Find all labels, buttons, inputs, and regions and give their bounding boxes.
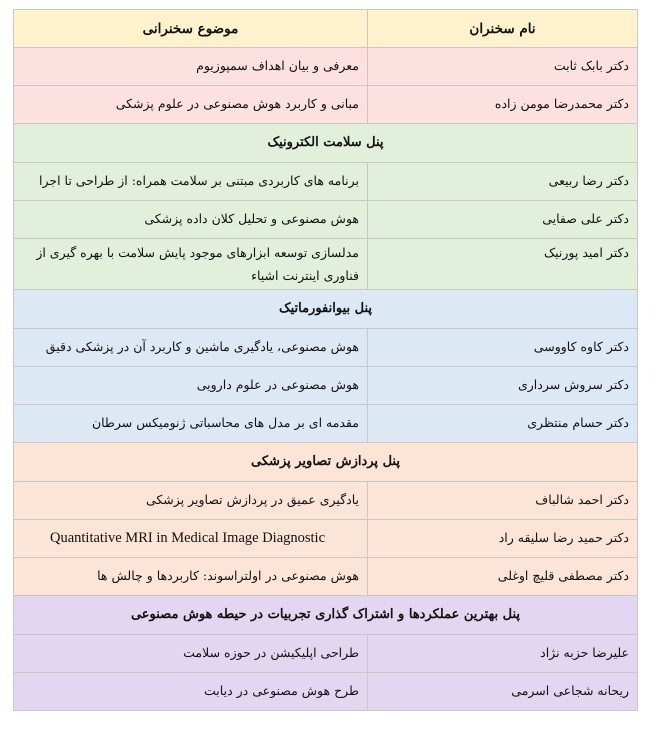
table-row <box>14 48 638 86</box>
panel-title-best-practices: پنل بهترین عملکردها و اشتراک گذاری تجربیات در حیطه هوش مصنوعی <box>14 596 638 635</box>
topic-cell: طرح هوش مصنوعی در دیابت <box>14 673 368 711</box>
panel-title-row <box>14 596 638 635</box>
speaker-cell: دکتر کاوه کاووسی <box>368 329 638 367</box>
topic-cell: هوش مصنوعی، یادگیری ماشین و کاربرد آن در پزشکی دقیق <box>14 329 368 367</box>
topic-cell: معرفی و بیان اهداف سمپوزیوم <box>14 48 368 86</box>
topic-cell: Quantitative MRI in Medical Image Diagnostic <box>14 520 368 558</box>
speaker-cell: دکتر علی صفایی <box>368 201 638 239</box>
panel-title-bioinformatics: پنل بیوانفورماتیک <box>14 290 638 329</box>
speaker-column-header: نام سخنران <box>368 10 638 48</box>
speaker-cell: دکتر سروش سرداری <box>368 367 638 405</box>
panel-title-medical-imaging: پنل پردازش تصاویر پزشکی <box>14 443 638 482</box>
speaker-cell: دکتر احمد شالباف <box>368 482 638 520</box>
speaker-cell: دکتر بابک ثابت <box>368 48 638 86</box>
speaker-cell: ریحانه شجاعی اسرمی <box>368 673 638 711</box>
table-row <box>14 86 638 124</box>
table-row <box>14 405 638 443</box>
topic-cell: مقدمه ای بر مدل های محاسباتی ژنومیکس سرطان <box>14 405 368 443</box>
table-row <box>14 520 638 558</box>
schedule-table-wrapper <box>13 9 637 711</box>
panel-title-electronic-health: پنل سلامت الکترونیک <box>14 124 638 163</box>
speaker-cell: دکتر رضا ربیعی <box>368 163 638 201</box>
topic-cell: هوش مصنوعی و تحلیل کلان داده پزشکی <box>14 201 368 239</box>
header-row <box>14 10 638 48</box>
table-row <box>14 635 638 673</box>
topic-cell: مدلسازی توسعه ابزارهای موجود پایش سلامت با بهره گیری از فناوری اینترنت اشیاء <box>14 239 368 290</box>
topic-column-header: موضوع سخنرانی <box>14 10 368 48</box>
table-row <box>14 329 638 367</box>
topic-cell: یادگیری عمیق در پردازش تصاویر پزشکی <box>14 482 368 520</box>
table-row <box>14 367 638 405</box>
speaker-cell: دکتر محمدرضا مومن زاده <box>368 86 638 124</box>
panel-title-row <box>14 443 638 482</box>
table-row <box>14 163 638 201</box>
speaker-cell: دکتر حمید رضا سلیقه راد <box>368 520 638 558</box>
speaker-cell: دکتر مصطفی قلیچ اوغلی <box>368 558 638 596</box>
speaker-cell: دکتر امید پورنیک <box>368 239 638 290</box>
table-row <box>14 673 638 711</box>
table-row <box>14 201 638 239</box>
speaker-cell: علیرضا حزبه نژاد <box>368 635 638 673</box>
speaker-cell: دکتر حسام منتظری <box>368 405 638 443</box>
table-row <box>14 482 638 520</box>
panel-title-row <box>14 124 638 163</box>
topic-cell: هوش مصنوعی در اولتراسوند: کاربردها و چالش ها <box>14 558 368 596</box>
topic-cell: برنامه های کاربردی مبتنی بر سلامت همراه: از طراحی تا اجرا <box>14 163 368 201</box>
schedule-table <box>13 9 638 711</box>
table-row <box>14 239 638 290</box>
topic-cell: طراحی اپلیکیشن در حوزه سلامت <box>14 635 368 673</box>
table-row <box>14 558 638 596</box>
panel-title-row <box>14 290 638 329</box>
topic-cell: مبانی و کاربرد هوش مصنوعی در علوم پزشکی <box>14 86 368 124</box>
topic-cell: هوش مصنوعی در علوم دارویی <box>14 367 368 405</box>
